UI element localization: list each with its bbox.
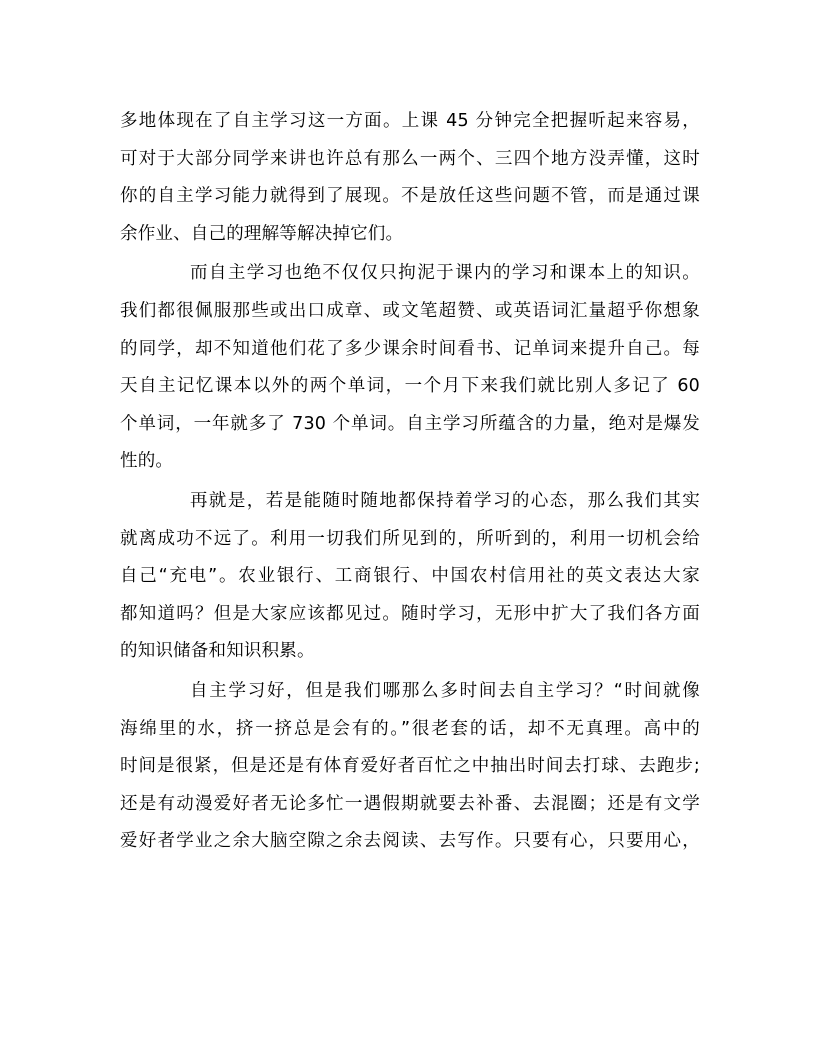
paragraph-line: 海绵里的水，挤一挤总是会有的。”很老套的话，却不无真理。高中的 <box>120 718 700 739</box>
paragraph-line: 而自主学习也绝不仅仅只拘泥于课内的学习和课本上的知识。 <box>190 263 700 284</box>
paragraph-line: 的知识储备和知识积累。 <box>120 641 315 662</box>
paragraph-line: 的同学，却不知道他们花了多少课余时间看书、记单词来提升自己。每 <box>120 338 700 359</box>
paragraph-line: 再就是，若是能随时随地都保持着学习的心态，那么我们其实 <box>190 490 700 511</box>
paragraph-line: 时间是很紧，但是还是有体育爱好者百忙之中抽出时间去打球、去跑步; <box>120 756 700 777</box>
paragraph-2 <box>120 255 700 481</box>
paragraph-3 <box>120 483 700 671</box>
paragraph-line: 自己“充电”。农业银行、工商银行、中国农村信用社的英文表达大家 <box>120 566 700 587</box>
paragraph-line: 多地体现在了自主学习这一方面。上课 45 分钟完全把握听起来容易， <box>120 111 700 131</box>
paragraph-line: 我们都很佩服那些或出口成章、或文笔超赞、或英语词汇量超乎你想象 <box>120 300 700 321</box>
paragraph-1 <box>120 103 700 253</box>
paragraph-line: 个单词，一年就多了 730 个单词。自主学习所蕴含的力量，绝对是爆发 <box>120 413 700 434</box>
paragraph-line: 天自主记忆课本以外的两个单词，一个月下来我们就比别人多记了 60 <box>120 376 700 397</box>
paragraph-line: 性的。 <box>120 451 174 472</box>
paragraph-line: 可对于大部分同学来讲也许总有那么一两个、三四个地方没弄懂，这时 <box>120 148 700 169</box>
paragraph-line: 还是有动漫爱好者无论多忙一遇假期就要去补番、去混圈；还是有文学 <box>120 793 700 814</box>
paragraph-line: 自主学习好，但是我们哪那么多时间去自主学习？“时间就像 <box>190 680 700 701</box>
paragraph-line: 爱好者学业之余大脑空隙之余去阅读、去写作。只要有心，只要用心， <box>120 831 700 852</box>
paragraph-line: 你的自主学习能力就得到了展现。不是放任这些问题不管，而是通过课 <box>120 186 700 207</box>
document-body <box>120 103 700 863</box>
paragraph-4 <box>120 673 700 861</box>
paragraph-line: 余作业、自己的理解等解决掉它们。 <box>120 223 404 244</box>
paragraph-line: 就离成功不远了。利用一切我们所见到的，所听到的，利用一切机会给 <box>120 528 700 549</box>
paragraph-line: 都知道吗？但是大家应该都见过。随时学习，无形中扩大了我们各方面 <box>120 603 700 624</box>
